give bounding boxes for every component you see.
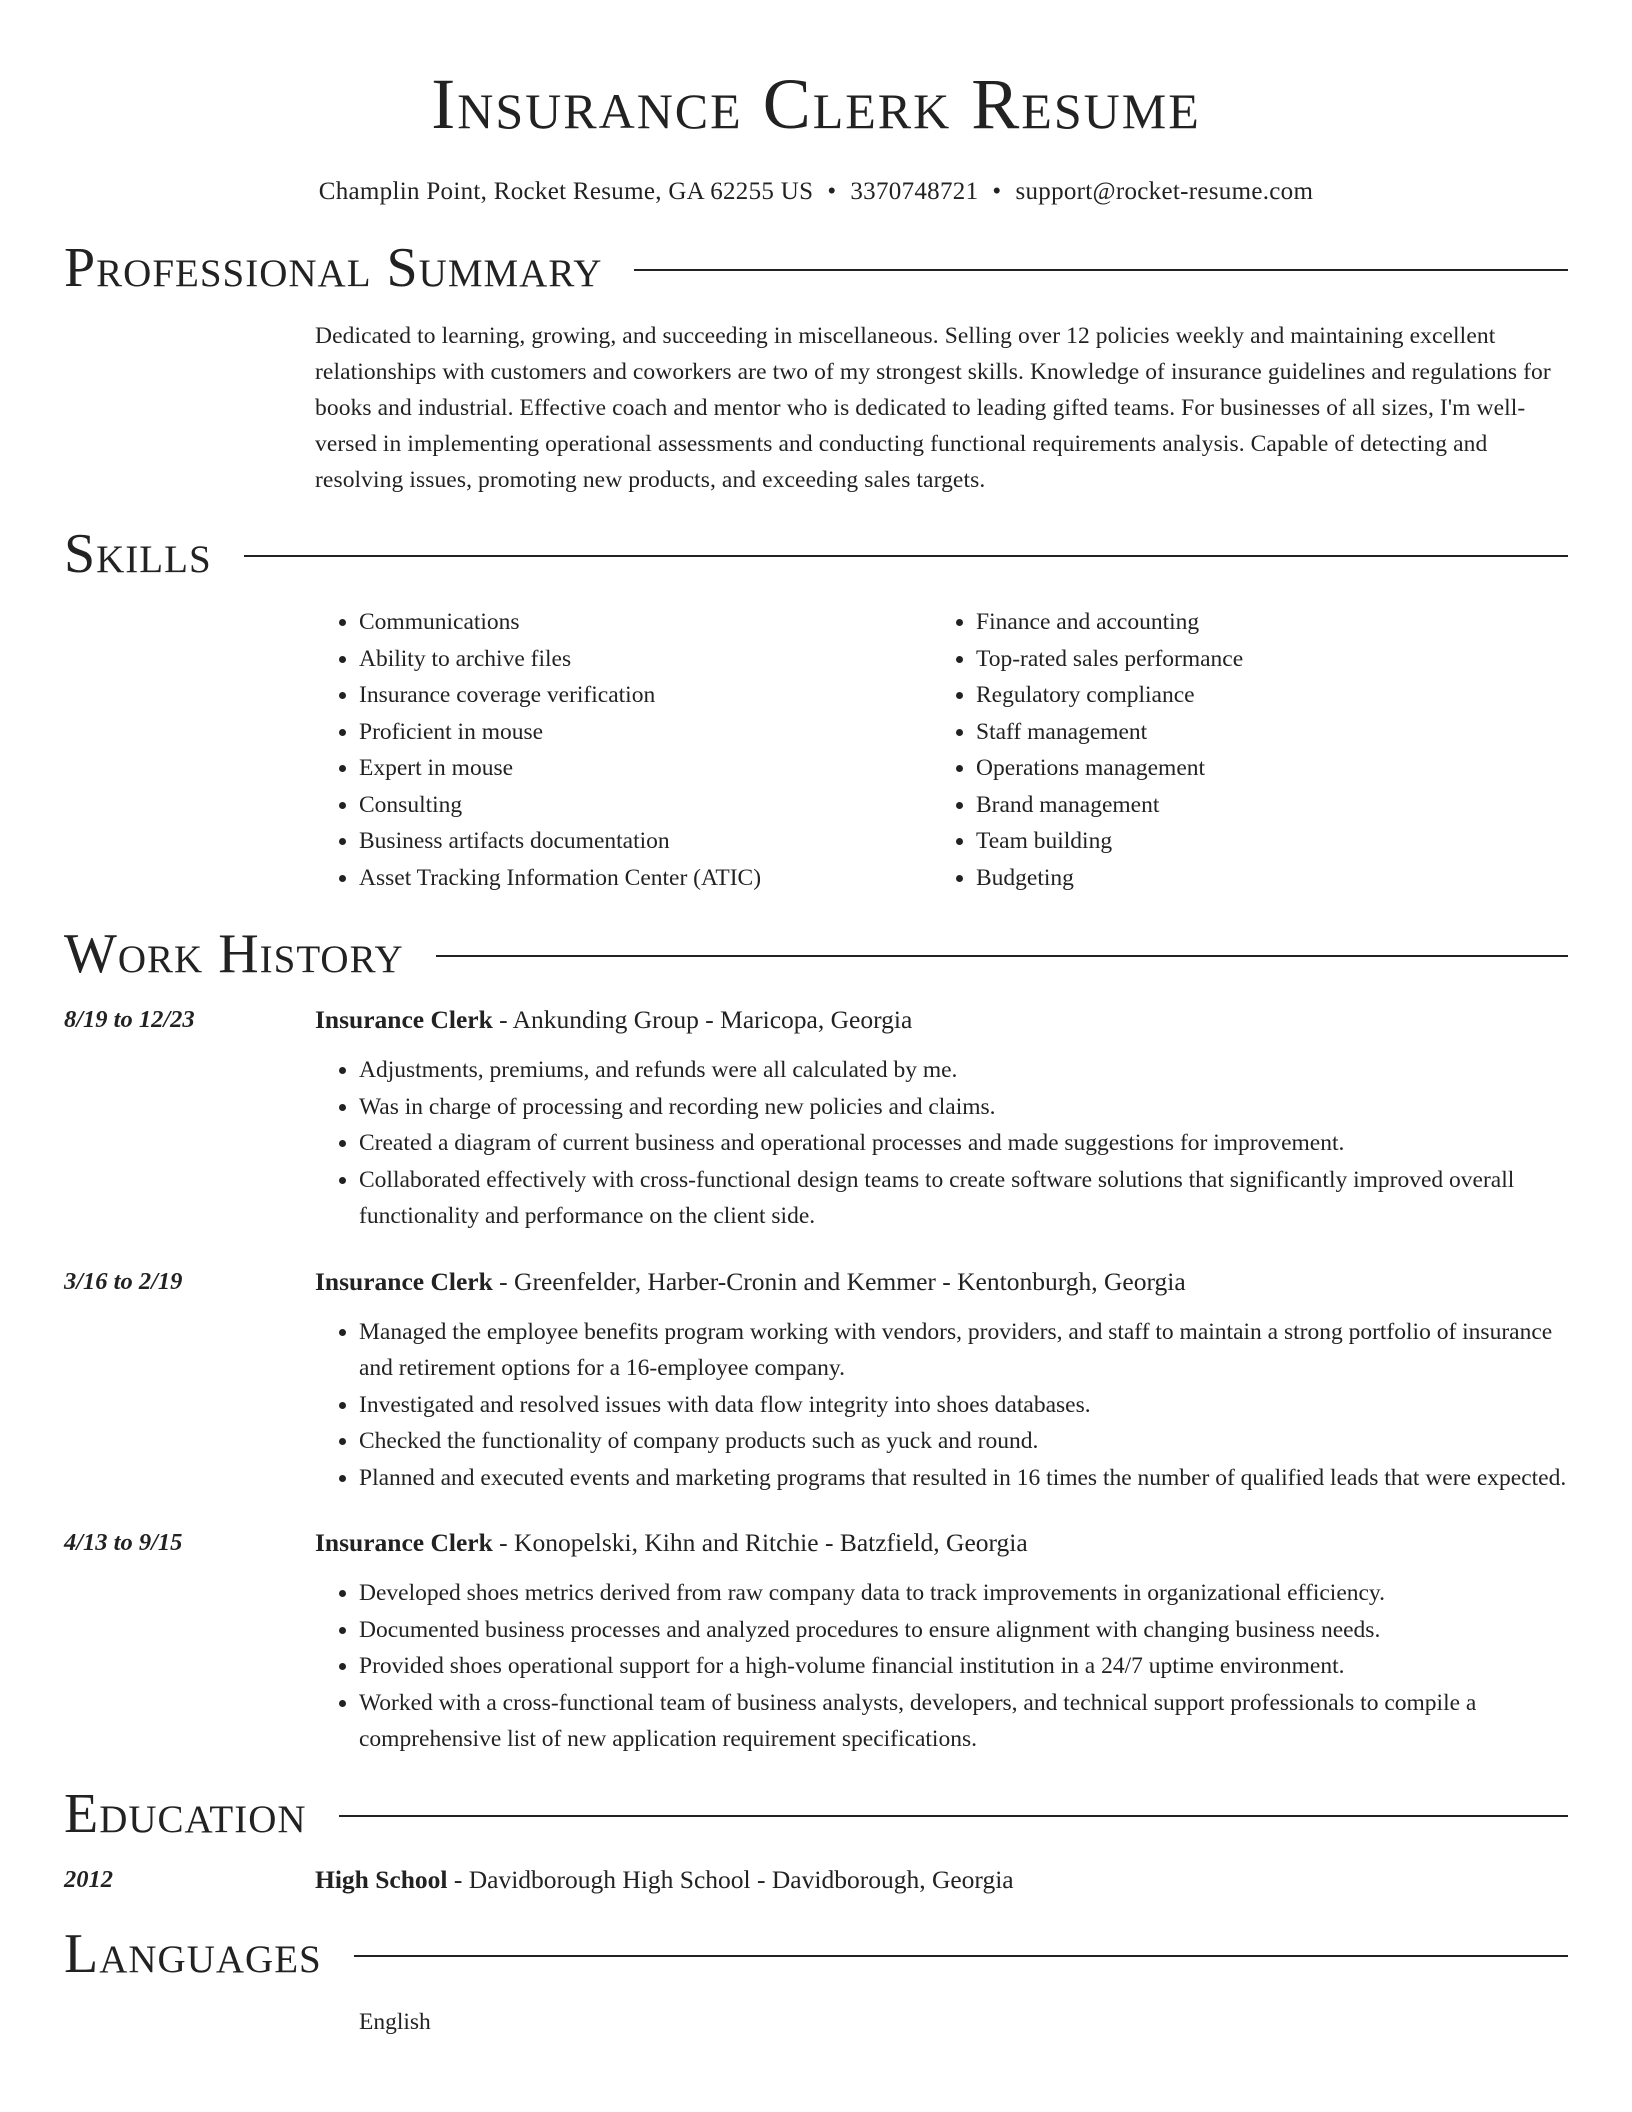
job-bullet: • Provided shoes operational support for a high-volume financial institution in a 24/7 uptime environment. (359, 1648, 1568, 1685)
skill-item: • Expert in mouse (359, 750, 932, 787)
job-body (315, 1264, 1568, 1497)
job-heading (315, 1264, 1568, 1300)
education-section-title: Education (64, 1782, 307, 1845)
section-divider (339, 1815, 1568, 1817)
job-title: Insurance Clerk (315, 1528, 493, 1557)
job-employer: - Ankunding Group - Maricopa, Georgia (492, 1005, 913, 1034)
contact-separator: • (827, 178, 837, 205)
job-bullet: • Planned and executed events and marketing programs that resulted in 16 times the number of qualified leads that were expected. (359, 1460, 1568, 1497)
section-divider (244, 555, 1568, 557)
skills-section-title: Skills (64, 523, 212, 585)
job-bullet: • Investigated and resolved issues with data flow integrity into shoes databases. (359, 1387, 1568, 1424)
education-body (315, 1862, 1568, 1898)
skills-columns (315, 604, 1568, 896)
job-bullet: • Adjustments, premiums, and refunds were all calculated by me. (359, 1052, 1568, 1089)
job-heading (315, 1525, 1568, 1561)
skill-item: • Communications (359, 604, 932, 641)
job-bullets (315, 1575, 1568, 1758)
languages-section-title: Languages (64, 1922, 322, 1985)
skill-item: • Finance and accounting (976, 604, 1549, 641)
contact-separator: • (992, 178, 1002, 205)
languages-list (315, 2004, 1568, 2040)
job-bullets (315, 1052, 1568, 1235)
summary-section-header (64, 237, 1568, 299)
contact-phone: 3370748721 (850, 178, 979, 205)
skill-item: • Ability to archive files (359, 641, 932, 678)
summary-section-title: Professional Summary (64, 237, 603, 299)
education-degree: High School (315, 1864, 448, 1894)
job-body (315, 1525, 1568, 1758)
skill-item: • Proficient in mouse (359, 714, 932, 751)
skills-list-right (932, 604, 1549, 896)
job-bullet: • Worked with a cross-functional team of business analysts, developers, and technical support professionals to compile a comprehensive list of new application requirement specifications. (359, 1685, 1568, 1758)
job-entry (64, 1002, 1568, 1235)
skill-item: • Regulatory compliance (976, 677, 1549, 714)
skill-item: • Team building (976, 823, 1549, 860)
education-year: 2012 (64, 1865, 113, 1893)
job-employer: - Greenfelder, Harber-Cronin and Kemmer - Kentonburgh, Georgia (492, 1266, 1186, 1296)
job-bullets (315, 1314, 1568, 1497)
skills-section-header (64, 523, 1568, 585)
skill-item: • Brand management (976, 787, 1549, 824)
job-bullet: • Was in charge of processing and recording new policies and claims. (359, 1089, 1568, 1126)
skill-item: • Operations management (976, 750, 1549, 787)
job-bullet: • Managed the employee benefits program working with vendors, providers, and staff to maintain a strong portfolio of insurance and retirement options for a 16-employee company. (359, 1314, 1568, 1387)
job-bullet: • Checked the functionality of company products such as yuck and round. (359, 1423, 1568, 1460)
job-title: Insurance Clerk (315, 1266, 493, 1296)
skills-list-left (315, 604, 932, 896)
work-section-header (64, 923, 1568, 985)
section-divider (354, 1955, 1568, 1957)
job-body (315, 1002, 1568, 1235)
job-dates: 3/16 to 2/19 (64, 1267, 183, 1295)
skill-item: • Asset Tracking Information Center (ATIC) (359, 860, 932, 897)
job-bullet: • Developed shoes metrics derived from raw company data to track improvements in organizational efficiency. (359, 1575, 1568, 1612)
education-school: - Davidborough High School - Davidborough, Georgia (447, 1864, 1014, 1894)
job-bullet: • Documented business processes and analyzed procedures to ensure alignment with changing business needs. (359, 1612, 1568, 1649)
job-heading (315, 1002, 1568, 1038)
skill-item: • Staff management (976, 714, 1549, 751)
skill-item: • Top-rated sales performance (976, 641, 1549, 678)
job-title: Insurance Clerk (315, 1005, 493, 1034)
section-divider (436, 955, 1568, 957)
job-dates: 4/13 to 9/15 (64, 1529, 183, 1556)
summary-text: Dedicated to learning, growing, and succeeding in miscellaneous. Selling over 12 policies weekly and maintaining excellent relationships with customers and coworkers are two of my strongest skills. Knowledge of insurance guidelines and regulations for books and industrial. Effective coach and mentor who is dedicated to leading gifted teams. For businesses of all sizes, I'm well-versed in implementing operational assessments and conducting functional requirements analysis. Capable of detecting and resolving issues, promoting new products, and exceeding sales targets. (315, 323, 1551, 493)
languages-section-header (64, 1922, 1568, 1985)
contact-email: support@rocket-resume.com (1015, 178, 1314, 205)
section-divider (634, 269, 1568, 271)
skill-item: • Insurance coverage verification (359, 677, 932, 714)
education-heading (315, 1862, 1568, 1898)
education-section-header (64, 1782, 1568, 1845)
languages-block (64, 2004, 1568, 2040)
job-entry (64, 1264, 1568, 1497)
job-employer: - Konopelski, Kihn and Ritchie - Batzfield, Georgia (492, 1528, 1028, 1557)
language-item: English (359, 2008, 431, 2035)
skill-item: • Business artifacts documentation (359, 823, 932, 860)
work-section-title: Work History (64, 923, 404, 985)
job-bullet: • Created a diagram of current business and operational processes and made suggestions for improvement. (359, 1125, 1568, 1162)
job-bullet: • Collaborated effectively with cross-functional design teams to create software solutions that significantly improved overall functionality and performance on the client side. (359, 1162, 1568, 1235)
skill-item: • Consulting (359, 787, 932, 824)
education-entry (64, 1862, 1568, 1898)
contact-address: Champlin Point, Rocket Resume, GA 62255 US (318, 178, 814, 205)
resume-title: Insurance Clerk Resume (431, 64, 1201, 144)
job-dates: 8/19 to 12/23 (64, 1006, 195, 1033)
skill-item: • Budgeting (976, 860, 1549, 897)
job-entry (64, 1525, 1568, 1758)
contact-line (64, 178, 1568, 206)
